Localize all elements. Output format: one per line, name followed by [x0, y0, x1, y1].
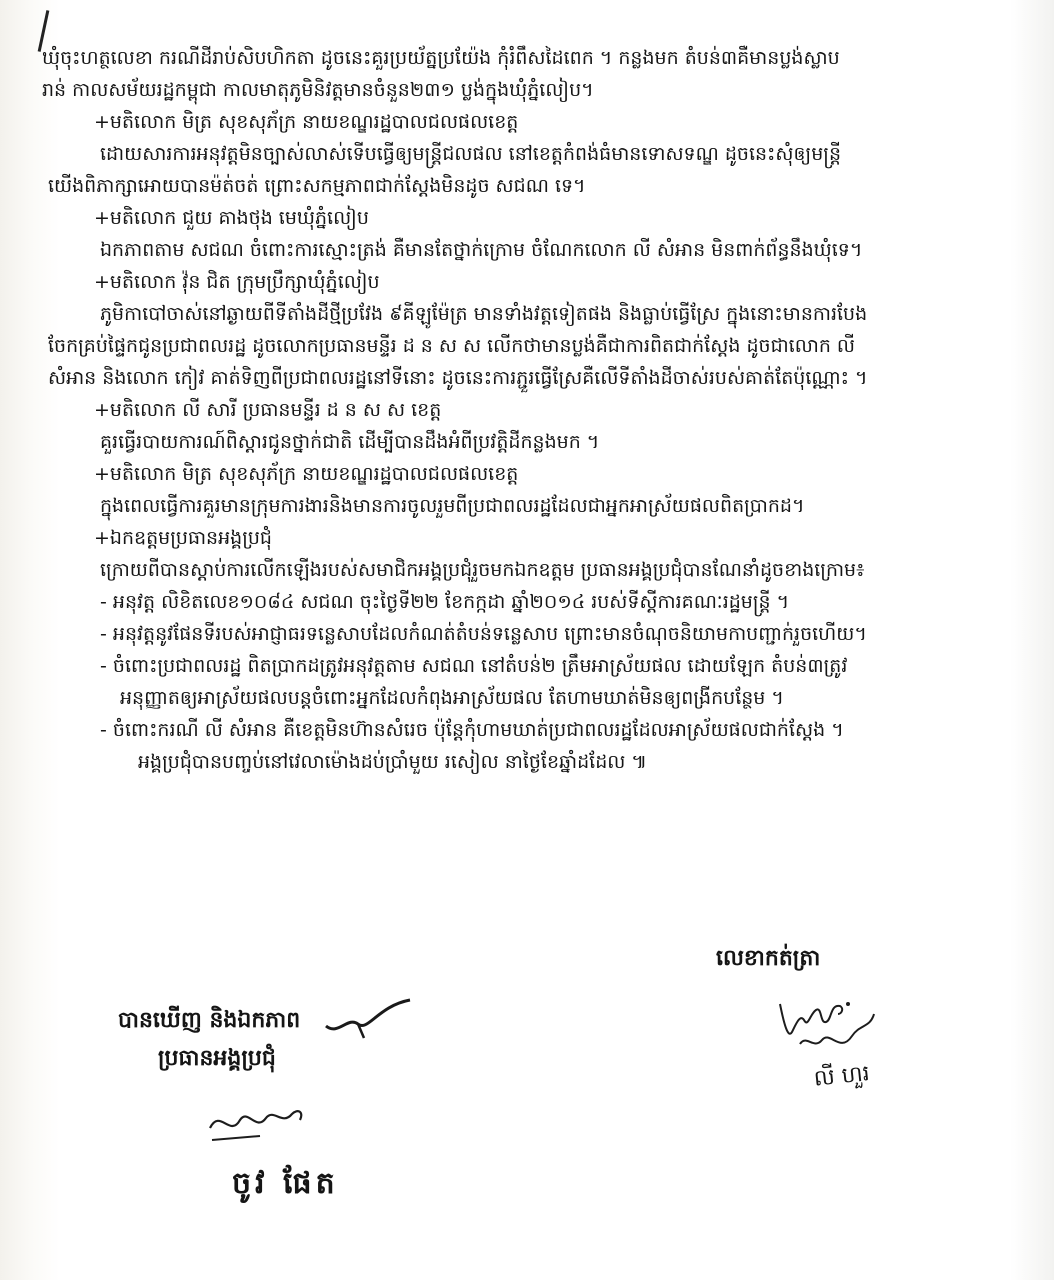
directive-item: - អនុវត្ត លិខិតលេខ១០៨៤ សជណ ចុះថ្ងៃទី២២ ខែកក្កដា ឆ្នាំ២០១៤ របស់ទីស្តីការគណៈរដ្ឋមន្ត្រី ។ — [100, 591, 790, 613]
secretary-name: លី ហួរ — [812, 1061, 871, 1092]
secretary-signature — [770, 984, 890, 1074]
paragraph-line: យើងពិភាក្សាអោយបានម៉ត់ចត់ ព្រោះសកម្មភាពជាក់ស្តែងមិនដូច សជណ ទេ។ — [48, 175, 586, 197]
paragraph-line: សំអាន និងលោក កៀវ គាត់ទិញពីប្រជាពលរដ្ឋនៅទីនោះ ដូចនេះការភ្ជួរធ្វើស្រែគឺលើទីតាំងដីចាស់របស់គាត់តែប៉ុណ្ណោះ ។ — [48, 367, 868, 389]
secretary-block — [716, 944, 820, 976]
paragraph-line: ឯកភាពតាម សជណ ចំពោះការស្មោះត្រង់ គឺមានតែថ្នាក់ក្រោម ចំណែកលោក លី សំអាន មិនពាក់ព័ន្ធនឹងឃុំទេ។ — [100, 239, 863, 261]
paragraph-line: ចែកគ្រប់ផ្ទៃកជូនប្រជាពលរដ្ឋ ដូចលោកប្រធានមន្ទីរ ដ ន ស ស លើកថាមានប្លង់គឺជាការពិតជាក់ស្តែង ដូចជាលោក លី — [48, 335, 856, 357]
directive-item: - ចំពោះប្រជាពលរដ្ឋ ពិតប្រាកដត្រូវអនុវត្តតាម សជណ នៅតំបន់២ ត្រឹមអាស្រ័យផល ដោយឡែក តំបន់៣ត្រូវ — [100, 655, 848, 677]
paragraph-line: ក្នុងពេលធ្វើការគួរមានក្រុមការងារនិងមានការចូលរួមពីប្រជាពលរដ្ឋដែលជាអ្នកអាស្រ័យផលពិតប្រាកដ។ — [100, 495, 805, 517]
speaker-heading: +មតិលោក មិត្រ សុខសុភ័ក្រ នាយខណ្ឌរដ្ឋបាលជលផលខេត្ត — [94, 111, 519, 133]
speaker-heading: +មតិលោក លី សារី ប្រធានមន្ទីរ ដ ន ស ស ខេត្ត — [94, 399, 442, 421]
document-body — [42, 42, 1048, 778]
paragraph-line: ក្រោយពីបានស្តាប់ការលើកឡើងរបស់សមាជិកអង្គប្រជុំរួចមកឯកឧត្តម ប្រធានអង្គប្រជុំបានណែនាំដូចខាងក្រោម៖ — [100, 559, 865, 581]
closing-line: អង្គប្រជុំបានបញ្ចប់នៅវេលាម៉ោងដប់ប្រាំមួយ រសៀល នាថ្ងៃខែឆ្នាំដដែល ៕ — [138, 751, 648, 773]
paragraph-line: ភូមិកាបៅចាស់នៅឆ្ងាយពីទីតាំងដីថ្មីប្រវែង ៩គីឡូម៉ែត្រ មានទាំងវត្តទៀតផង និងធ្លាប់ធ្វើស្រែ ក្នុងនោះមានការបែង — [100, 303, 868, 325]
paragraph-line: រាន់ កាលសម័យរដ្ឋកម្ពុជា កាលមាតុភូមិនិវត្តមានចំនួន២៣១ ប្លង់ក្នុងឃុំភ្នំលៀប។ — [42, 79, 594, 101]
chair-signature — [200, 1098, 310, 1158]
paragraph-line: គួរធ្វើរបាយការណ៍ពិស្តារជូនថ្នាក់ជាតិ ដើម្បីបានដឹងអំពីប្រវត្តិដីកន្លងមក ។ — [100, 431, 600, 453]
directive-item: - អនុវត្តនូវផែនទីរបស់អាជ្ញាធរទន្លេសាបដែលកំណត់តំបន់ទន្លេសាប ព្រោះមានចំណុចនិយាមកាបញ្ជាក់រួចហើយ។ — [100, 623, 867, 645]
speaker-heading: +មតិលោក ជួយ គាងថុង មេឃុំភ្នំលៀប — [94, 207, 369, 229]
speaker-heading: +មតិលោក មិត្រ សុខសុភ័ក្រ នាយខណ្ឌរដ្ឋបាលជលផលខេត្ត — [94, 463, 519, 485]
directive-item-continuation: អនុញ្ញាតឲ្យអាស្រ័យផលបន្តចំពោះអ្នកដែលកំពុងអាស្រ័យផល តែហាមឃាត់មិនឲ្យពង្រីកបន្ថែម ។ — [120, 687, 784, 709]
speaker-heading: +មតិលោក វ៉ុន ជិត ក្រុមប្រឹក្សាឃុំភ្នំលៀប — [94, 271, 380, 293]
chair-name: ចូវ ផែត — [232, 1166, 339, 1201]
secretary-title: លេខាកត់ត្រា — [716, 946, 821, 971]
speaker-heading: +ឯកឧត្តមប្រធានអង្គប្រជុំ — [94, 527, 272, 549]
paragraph-line: ឃុំចុះហត្ថលេខា ករណីដីរាប់សិបហិកតា ដូចនេះគួរប្រយ័ត្នប្រយ៉ែង កុំរំពឹសដៃពេក ។ កន្លងមក តំបន់៣គឺមានប្លង់ស្លាប — [42, 47, 840, 69]
paragraph-line: ដោយសារការអនុវត្តមិនច្បាស់លាស់ទើបធ្វើឲ្យមន្ត្រីជលផល នៅខេត្តកំពង់ធំមានទោសទណ្ឌ ដូចនេះសុំឲ្យមន្ត្រី — [100, 143, 841, 165]
approval-check-mark — [318, 996, 418, 1046]
approval-line: បានឃើញ និងឯកភាព — [118, 1008, 301, 1033]
chair-title: ប្រធានអង្គប្រជុំ — [158, 1046, 276, 1071]
directive-item: - ចំពោះករណី លី សំអាន គឺខេត្តមិនហ៊ានសំរេច ប៉ុន្តែកុំហាមឃាត់ប្រជាពលរដ្ឋដែលអាស្រ័យផលជាក់ស្តែង ។ — [100, 719, 844, 741]
